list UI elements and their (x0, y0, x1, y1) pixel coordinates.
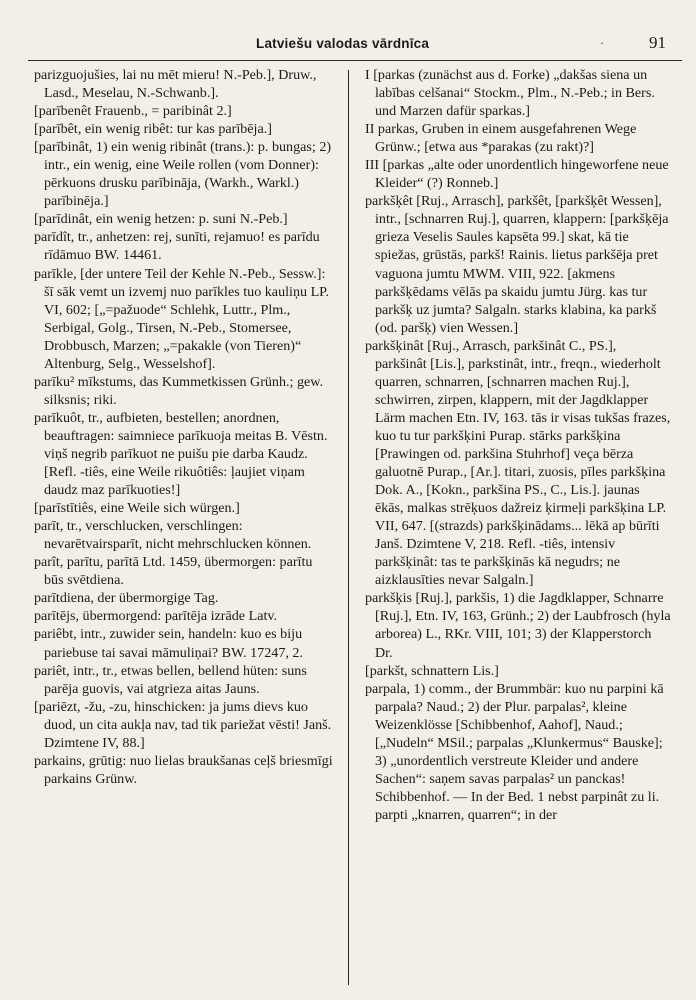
dictionary-entry: [parkšt, schnattern Lis.] (365, 662, 499, 679)
dictionary-entry: [parībenêt Frauenb., = paribinât 2.] (34, 103, 232, 120)
dictionary-entry: [pariēzt, -žu, -zu, hinschicken: ja jums dievs kuo duod, un cita aukļa nav, tad tik pariežat vēsti! Janš. Dzimtene IV, 88.] (34, 698, 332, 751)
dictionary-entry: parizguojušies, lai nu mēt mieru! N.-Peb.], Druw., Lasd., Meselau, N.-Schwanb.]. (34, 67, 317, 102)
dictionary-entry: parkšķêt [Ruj., Arrasch], parkšêt, [parkšķêt Wessen], intr., [schnarren Ruj.], quarren, klappern: [parkšķēja grieza Veselis Saules kapsēta 99.] skat, kā tie spiežas, grūstās, parkš! Rainis. lietus parkšēja pret vaguona jumtu MWM. VIII, 922. [akmens parkšķēdams vēlās pa skaidu jumtu Jürg. kas tur parkšķ uz jumta? Salgaln. starks klabina, ka parkš (od. paršķ) vien Wessen.] (365, 193, 669, 336)
dictionary-entry: parītējs, übermorgend: parītēja izrāde Latv. (34, 608, 278, 625)
dictionary-entry: [parīdinât, ein wenig hetzen: p. suni N.-Peb.] (34, 211, 288, 228)
dictionary-entry: parītdiena, der übermorgige Tag. (34, 590, 219, 607)
page-header (24, 33, 684, 58)
dictionary-entry: [parībinât, 1) ein wenig ribinât (trans.): p. bungas; 2) intr., ein wenig, eine Weile rollen (vom Donner): pērkuons drusku parībināja, (Warkh., Warkl.) parībinēja.] (34, 139, 332, 210)
dictionary-entry: parkains, grūtig: nuo lielas braukšanas ceļš briesmīgi parkains Grünw. (34, 752, 333, 787)
dictionary-entry: parkšķinât [Ruj., Arrasch, parkšinât C., PS.], parkšinât [Lis.], parkstinât, intr., freqn., wiederholt quarren, schnarren, [schnarren machen Ruj.], schwirren, zirpen, klappern, mit der Jagdklapper Lärm machen Etn. IV, 163. tās ir visas tukšas frazes, kuo tu tur parkšķini Purap. stārks parkšķina [Prawingen od. parkšina Stuhrhof] veça bērza galuotnē Purap., [Ar.]. titari, zuosis, pīles parkšķina Dok. A., [Kokn., parkšina PS., C., Lis.]. jaunas ēkās, malkas strēķuos dažreiz ķirmeļi parkšķina LP. VII, 647. [(strazds) parkšķinādams... lēkā ap būrīti Janš. Dzimtene V, 218. Refl. -tiês, intensiv parkšķinât: tas te parkšķinās kā negudrs; ne aizklausīties nevar Salgaln.] (365, 337, 671, 589)
header-rule (28, 60, 682, 61)
dictionary-entry: parît, parītu, parītā Ltd. 1459, übermorgen: parītu būs svētdiena. (34, 554, 313, 589)
dictionary-entry: II parkas, Gruben in einem ausgefahrenen Wege Grünw.; [etwa aus *parakas (zu rakt)?] (365, 121, 637, 156)
dictionary-entry: III [parkas „alte oder unordentlich hingeworfene neue Kleider“ (?) Ronneb.] (365, 157, 669, 192)
left-column (34, 66, 334, 788)
header-dot: · (600, 36, 604, 50)
dictionary-entry: parīdît, tr., anhetzen: rej, sunīti, rejamuo! es parīdu rīdāmuo BW. 14461. (34, 229, 320, 264)
page-number: 91 (649, 33, 666, 52)
column-divider (348, 70, 349, 985)
dictionary-entry: parīkle, [der untere Teil der Kehle N.-Peb., Sessw.]: šī sāk vemt un izvemj nuo parīkles tuo kauliņu LP. VI, 602; [„=pažuode“ Schlehk, Luttr., Plm., Serbigal, Golg., Tirsen, N.-Peb., Stomersee, Drobbusch, Marzen; „=pakakle (von Tieren)“ Altenburg, Selg., Wesselshof]. (34, 265, 329, 372)
dictionary-entry: parīku² mīkstums, das Kummetkissen Grünh.; gew. silksnis; riki. (34, 373, 324, 408)
dictionary-entry: pariêbt, intr., zuwider sein, handeln: kuo es biju pariebuse tai savai māmuliņai? BW. 17247, 2. (34, 626, 303, 661)
dictionary-entry: pariêt, intr., tr., etwas bellen, bellend hüten: suns parēja guovis, vai atgrieza aitas Jauns. (34, 662, 307, 697)
dictionary-entry: parīt, tr., verschlucken, verschlingen: nevarētvairsparīt, nicht mehrschlucken können. (34, 518, 312, 553)
dictionary-entry: parpala, 1) comm., der Brummbär: kuo nu parpini kā parpala? Naud.; 2) der Plur. parpalas², kleine Weizenklösse [Schibbenhof, Aahof], Naud.; [„Nudeln“ MSil.; parpalas „Klunkermus“ Bauske]; 3) „unordentlich verstreute Kleider und andere Sachen“: saņem savas parpalas² un panckas! Schibbenhof. — In der Bed. 1 nebst parpinât zu li. parpti „knarren, quarren“; in der (365, 680, 664, 823)
dictionary-entry: [parībêt, ein wenig ribêt: tur kas parībēja.] (34, 121, 272, 138)
dictionary-entry: parkšķis [Ruj.], parkšis, 1) die Jagdklapper, Schnarre [Ruj.], Etn. IV, 163, Grünh.; 2) der Laubfrosch (hyla arborea) L., RKr. VIII, 101; 3) der Klapperstorch Dr. (365, 590, 671, 661)
running-title: Latviešu valodas vārdnīca (256, 36, 430, 51)
dictionary-entry: I [parkas (zunächst aus d. Forke) „dakšas siena un labības celšanai“ Stockm., Plm., N.-Peb.; in Bers. und Marzen dafür sparkas.] (365, 67, 655, 120)
dictionary-entry: parīkuôt, tr., aufbieten, bestellen; anordnen, beauftragen: saimniece parīkuoja meitas B. Vēstn. viņš negrib parīkuot ne puišu pie darba Kaudz. [Refl. -tiês, eine Weile rikuôtiês: ļaujiet viņam daudz maz parīkuoties!] (34, 409, 328, 499)
dictionary-entry: [parīstītiês, eine Weile sich würgen.] (34, 500, 240, 517)
right-column (365, 66, 671, 824)
